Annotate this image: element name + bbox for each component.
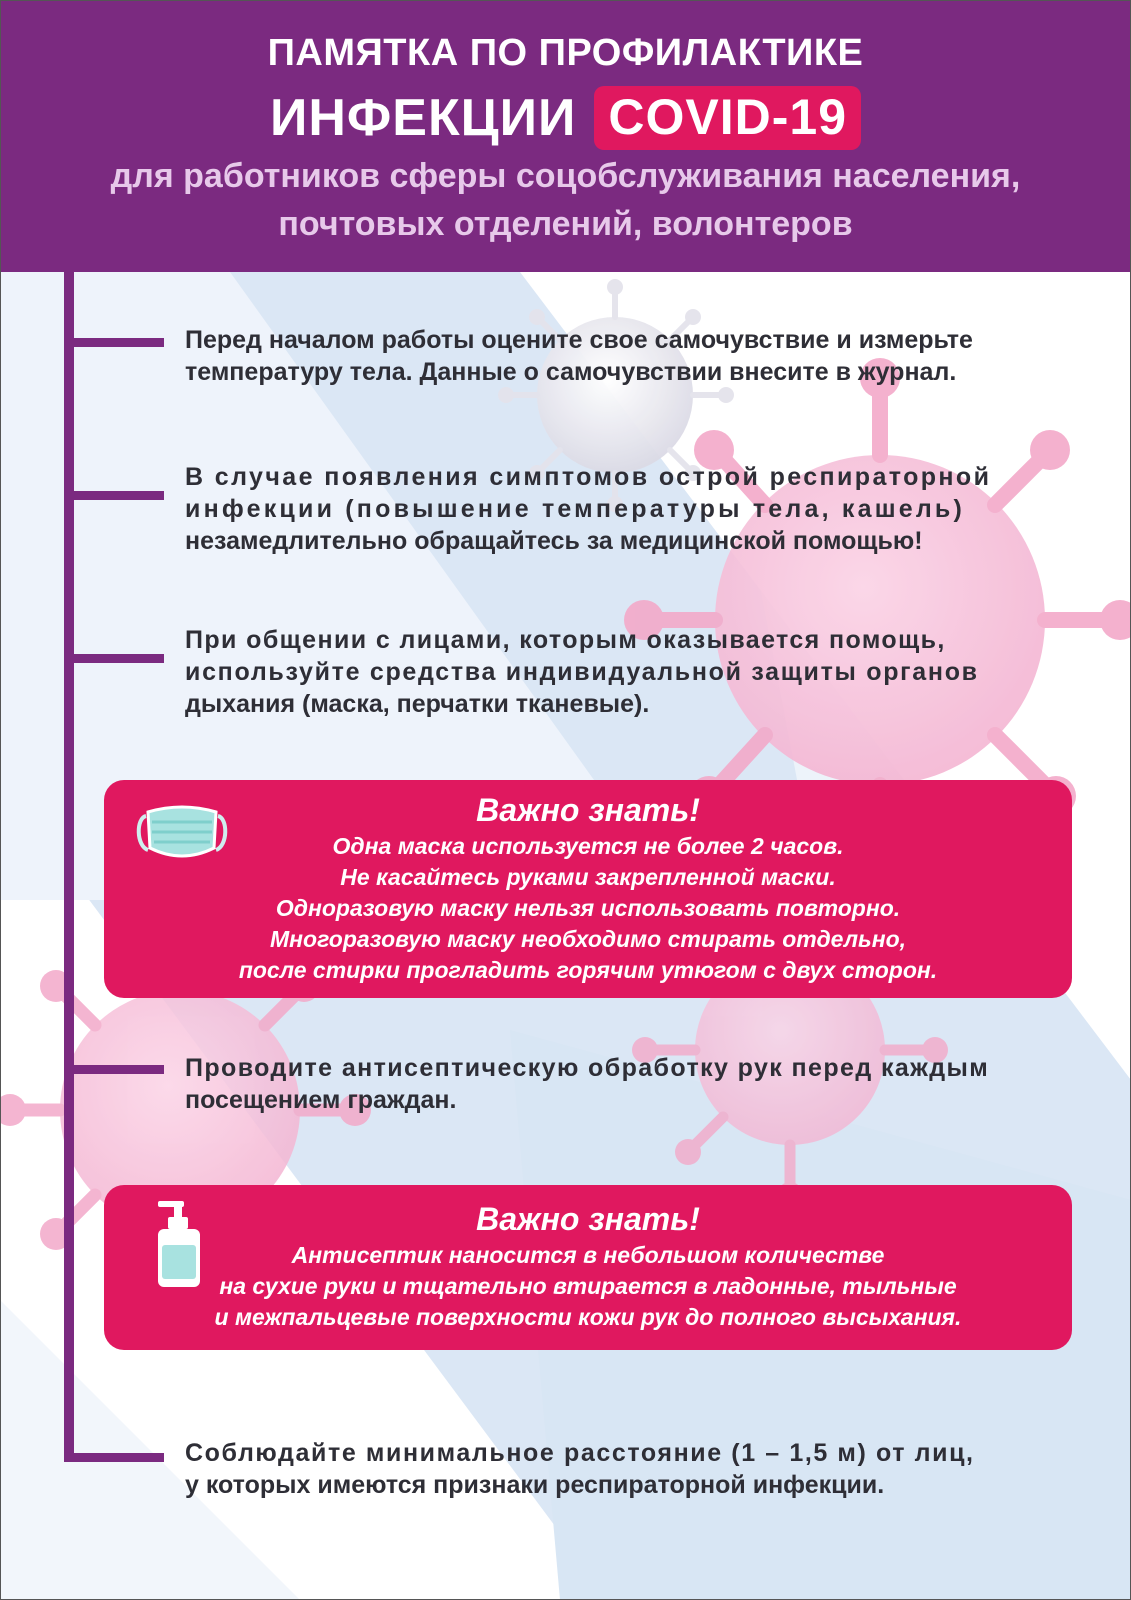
header-title-line1: ПАМЯТКА ПО ПРОФИЛАКТИКЕ [267, 32, 864, 74]
timeline-tick [64, 1453, 164, 1462]
info-box-title: Важно знать! [476, 1201, 700, 1237]
info-box-mask [104, 780, 1072, 998]
list-item [185, 624, 1071, 720]
header-title-line2 [0, 86, 1131, 150]
info-line: Многоразовую маску необходимо стирать отдельно, [269, 926, 907, 952]
timeline-tick [64, 338, 164, 347]
item-line: дыхания (маска, перчатки тканевые). [185, 690, 650, 718]
list-item [185, 461, 1071, 557]
item-line: температуру тела. Данные о самочувствии внесите в журнал. [185, 358, 957, 386]
item-line: В случае появления симптомов острой респираторной [185, 463, 992, 491]
item-line: посещением граждан. [185, 1086, 457, 1114]
timeline-tick [64, 654, 164, 663]
item-line: используйте средства индивидуальной защиты органов [185, 658, 979, 686]
info-line: Одноразовую маску нельзя использовать повторно. [275, 895, 901, 921]
info-line: Антисептик наносится в небольшом количестве [291, 1242, 885, 1268]
item-line: Соблюдайте минимальное расстояние (1 – 1,5 м) от лиц, [185, 1439, 975, 1467]
info-line: Не касайтесь руками закрепленной маски. [340, 864, 836, 890]
list-item [185, 1437, 1071, 1501]
header [0, 0, 1131, 272]
timeline-tick [64, 1065, 164, 1074]
timeline-tick [64, 491, 164, 500]
info-line: после стирки прогладить горячим утюгом с двух сторон. [238, 957, 938, 983]
info-box-title: Важно знать! [476, 792, 700, 828]
info-line: на сухие руки и тщательно втирается в ладонные, тыльные [219, 1273, 957, 1299]
info-line: Одна маска используется не более 2 часов. [332, 833, 844, 859]
info-box-lines [104, 1240, 1072, 1333]
timeline-line [64, 272, 74, 1458]
header-subtitle-line1: для работников сферы соцобслуживания населения, [110, 157, 1021, 195]
item-line: у которых имеются признаки респираторной инфекции. [185, 1471, 885, 1499]
header-title-infection: ИНФЕКЦИИ [269, 89, 577, 147]
item-line: Проводите антисептическую обработку рук перед каждым [185, 1054, 990, 1082]
info-line: и межпальцевые поверхности кожи рук до полного высыхания. [214, 1304, 962, 1330]
item-line: незамедлительно обращайтесь за медицинской помощью! [185, 527, 923, 555]
covid-badge: COVID-19 [594, 86, 861, 150]
item-line: Перед началом работы оцените свое самочувствие и измерьте [185, 326, 973, 354]
info-box-lines [104, 831, 1072, 986]
header-subtitle-line2: почтовых отделений, волонтеров [278, 205, 853, 243]
list-item [185, 324, 1071, 388]
item-line: При общении с лицами, которым оказывается помощь, [185, 626, 946, 654]
item-line: инфекции (повышение температуры тела, кашель) [185, 495, 966, 523]
list-item [185, 1052, 1071, 1116]
info-box-antiseptic [104, 1185, 1072, 1350]
